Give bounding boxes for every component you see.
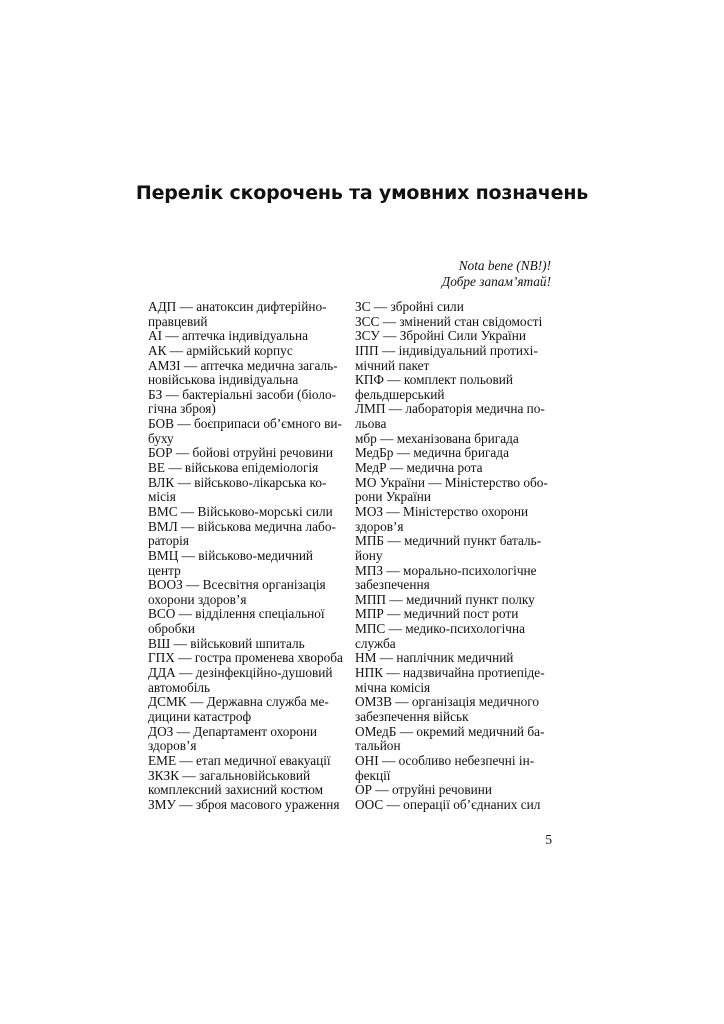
- list-item: ОМедБ — окремий медичний ба-: [355, 723, 545, 739]
- list-item: комплексний захисний костюм: [148, 782, 324, 798]
- list-item: НПК — надзвичайна протиепіде-: [355, 665, 545, 681]
- list-item: ГПХ — гостра променева хвороба: [148, 650, 343, 666]
- list-item: МО України — Міністерство обо-: [355, 474, 548, 490]
- list-item: йону: [355, 547, 383, 563]
- list-item: БЗ — бактеріальні засоби (біоло-: [148, 386, 337, 402]
- list-item: ОМЗВ — організація медичного: [355, 694, 540, 710]
- list-item: правцевий: [148, 313, 208, 329]
- list-item: ЗС — збройні сили: [355, 299, 464, 314]
- list-item: ВМЛ — військова медична лабо-: [148, 518, 336, 534]
- list-item: мічна комісія: [355, 679, 431, 695]
- list-item: НМ — наплічник медичний: [355, 650, 514, 666]
- list-item: ВМЦ — військово-медичний: [148, 547, 314, 563]
- list-item: льова: [355, 416, 387, 432]
- list-item: автомобіль: [148, 679, 211, 695]
- epigraph: [442, 258, 551, 290]
- list-item: тальйон: [355, 738, 401, 754]
- list-item: ОР — отруйні речовини: [355, 782, 492, 798]
- list-item: ВЕ — військова епідеміологія: [148, 460, 319, 476]
- abbreviations-right-column: [355, 300, 548, 812]
- list-item: фекції: [355, 767, 391, 783]
- list-item: ІПП — індивідуальний протихі-: [355, 342, 538, 358]
- list-item: забезпечення військ: [355, 708, 469, 724]
- list-item: здоров’я: [148, 738, 197, 754]
- list-item: ВШ — військовий шпиталь: [148, 635, 305, 651]
- list-item: АІ — аптечка індивідуальна: [148, 328, 309, 344]
- list-item: забезпечення: [355, 577, 430, 593]
- list-item: обробки: [148, 621, 196, 637]
- list-item: ЗКЗК — загальновійськовий: [148, 767, 311, 783]
- list-item: МПБ — медичний пункт баталь-: [355, 533, 542, 549]
- page-title: Перелік скорочень та умовних позначень: [135, 182, 589, 204]
- list-item: ВМС — Військово-морські сили: [148, 503, 333, 519]
- list-item: новійськова індивідуальна: [148, 372, 299, 388]
- list-item: центр: [148, 562, 181, 578]
- list-item: дицини катастроф: [148, 708, 252, 724]
- list-item: ООС — операції об’єднаних сил: [355, 796, 541, 812]
- page-number: 5: [545, 832, 552, 847]
- list-item: МедР — медична рота: [355, 460, 483, 476]
- list-item: МПС — медико-психологічна: [355, 621, 526, 637]
- list-item: АДП — анатоксин дифтерійно-: [148, 299, 327, 314]
- list-item: БОР — бойові отруйні речовини: [148, 445, 333, 461]
- list-item: здоров’я: [355, 518, 404, 534]
- list-item: МПР — медичний пост роти: [355, 606, 519, 622]
- list-item: ЗСУ — Збройні Сили України: [355, 328, 526, 344]
- list-item: ДОЗ — Департамент охорони: [148, 723, 317, 739]
- list-item: ЗМУ — зброя масового ураження: [148, 796, 340, 812]
- list-item: ОНІ — особливо небезпечні ін-: [355, 752, 535, 768]
- list-item: ЛМП — лабораторія медична по-: [355, 401, 545, 417]
- list-item: фельдшерський: [355, 386, 445, 402]
- list-item: КПФ — комплект польовий: [355, 372, 514, 388]
- list-item: мічний пакет: [355, 357, 430, 373]
- list-item: ВСО — відділення спеціальної: [148, 606, 325, 622]
- list-item: БОВ — боєприпаси об’ємного ви-: [148, 416, 342, 432]
- list-item: ДДА — дезінфекційно-душовий: [148, 665, 333, 681]
- list-item: гічна зброя): [148, 401, 216, 417]
- list-item: ДСМК — Державна служба ме-: [148, 694, 329, 710]
- list-item: служба: [355, 635, 396, 651]
- list-item: ВООЗ — Всесвітня організація: [148, 577, 326, 593]
- list-item: МедБр — медична бригада: [355, 445, 509, 461]
- epigraph-line: Добре запам’ятай!: [441, 274, 551, 289]
- list-item: МПЗ — морально-психологічне: [355, 562, 537, 578]
- list-item: раторія: [148, 533, 189, 549]
- list-item: ЗСС — змінений стан свідомості: [355, 313, 543, 329]
- list-item: ЕМЕ — етап медичної евакуації: [148, 752, 331, 768]
- list-item: місія: [148, 489, 176, 505]
- list-item: МОЗ — Міністерство охорони: [355, 503, 529, 519]
- list-item: АК — армійський корпус: [148, 342, 293, 358]
- abbreviations-left-column: [148, 300, 343, 812]
- list-item: АМЗІ — аптечка медична загаль-: [148, 357, 338, 373]
- list-item: МПП — медичний пункт полку: [355, 591, 535, 607]
- epigraph-line: Nota bene (NB!)!: [458, 258, 551, 273]
- list-item: охорони здоров’я: [148, 591, 247, 607]
- list-item: буху: [148, 430, 174, 446]
- list-item: ВЛК — військово-лікарська ко-: [148, 474, 327, 490]
- list-item: рони України: [355, 489, 432, 505]
- list-item: мбр — механізована бригада: [355, 430, 519, 446]
